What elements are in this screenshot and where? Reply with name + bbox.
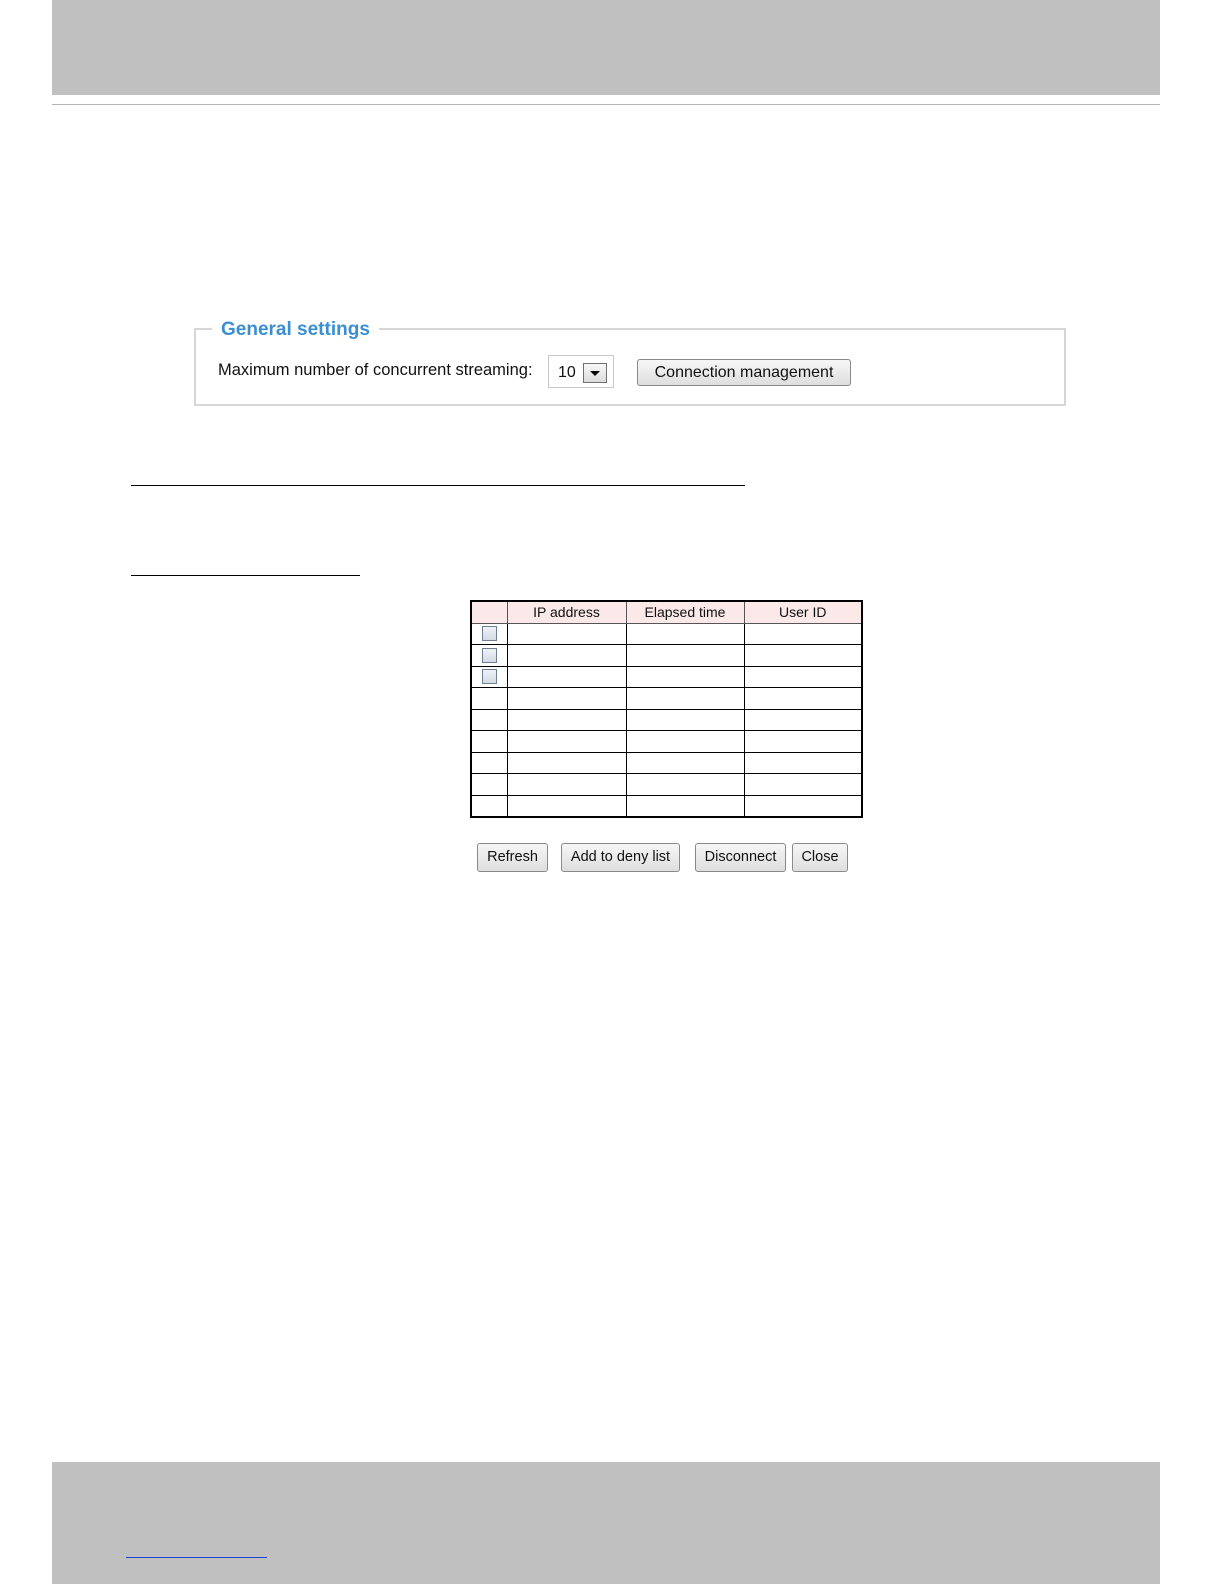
table-cell <box>744 731 862 753</box>
column-header-select <box>471 601 507 623</box>
table-cell <box>626 774 744 796</box>
table-cell <box>507 731 626 753</box>
table-cell <box>507 623 626 645</box>
header-divider <box>52 104 1160 105</box>
page-header-band <box>52 0 1160 95</box>
table-cell <box>744 623 862 645</box>
table-cell <box>626 623 744 645</box>
table-row <box>471 731 862 753</box>
table-row <box>471 774 862 796</box>
row-select-cell <box>471 731 507 753</box>
table-row <box>471 688 862 710</box>
connection-table <box>470 600 863 818</box>
table-cell <box>626 645 744 667</box>
table-row <box>471 645 862 667</box>
table-cell <box>626 666 744 688</box>
table-cell <box>507 752 626 774</box>
row-select-cell <box>471 666 507 688</box>
row-checkbox[interactable] <box>482 648 497 663</box>
add-to-deny-list-button[interactable]: Add to deny list <box>561 843 680 872</box>
row-select-cell <box>471 688 507 710</box>
table-cell <box>507 688 626 710</box>
table-cell <box>626 731 744 753</box>
column-header-elapsed-time: Elapsed time <box>626 601 744 623</box>
disconnect-button[interactable]: Disconnect <box>695 843 786 872</box>
row-select-cell <box>471 623 507 645</box>
footer-link-underline[interactable] <box>126 1557 267 1558</box>
table-cell <box>744 645 862 667</box>
table-row <box>471 709 862 731</box>
table-row <box>471 752 862 774</box>
table-cell <box>744 709 862 731</box>
table-cell <box>626 795 744 817</box>
table-cell <box>744 688 862 710</box>
max-streaming-select[interactable] <box>548 355 614 388</box>
row-select-cell <box>471 709 507 731</box>
table-cell <box>507 666 626 688</box>
table-cell <box>744 774 862 796</box>
row-select-cell <box>471 774 507 796</box>
max-streaming-value: 10 <box>558 364 576 381</box>
table-cell <box>626 752 744 774</box>
table-cell <box>507 709 626 731</box>
refresh-button[interactable]: Refresh <box>477 843 548 872</box>
column-header-user-id: User ID <box>744 601 862 623</box>
table-row <box>471 795 862 817</box>
table-cell <box>744 795 862 817</box>
page-footer-band <box>52 1462 1160 1584</box>
connection-management-button[interactable]: Connection management <box>637 359 851 386</box>
table-row <box>471 623 862 645</box>
row-select-cell <box>471 795 507 817</box>
max-streaming-label: Maximum number of concurrent streaming: <box>218 361 533 379</box>
row-checkbox[interactable] <box>482 669 497 684</box>
table-cell <box>744 666 862 688</box>
column-header-ip-address: IP address <box>507 601 626 623</box>
table-cell <box>744 752 862 774</box>
close-button[interactable]: Close <box>792 843 848 872</box>
row-checkbox[interactable] <box>482 626 497 641</box>
row-select-cell <box>471 752 507 774</box>
text-rule-short <box>131 575 360 576</box>
table-cell <box>507 774 626 796</box>
text-rule-long <box>131 485 745 486</box>
row-select-cell <box>471 645 507 667</box>
table-cell <box>507 645 626 667</box>
connection-table-body <box>471 623 862 817</box>
general-settings-legend: General settings <box>212 319 379 341</box>
dropdown-arrow-icon[interactable] <box>583 363 607 383</box>
table-cell <box>626 709 744 731</box>
table-cell <box>626 688 744 710</box>
table-cell <box>507 795 626 817</box>
table-row <box>471 666 862 688</box>
table-header-row <box>471 601 862 623</box>
